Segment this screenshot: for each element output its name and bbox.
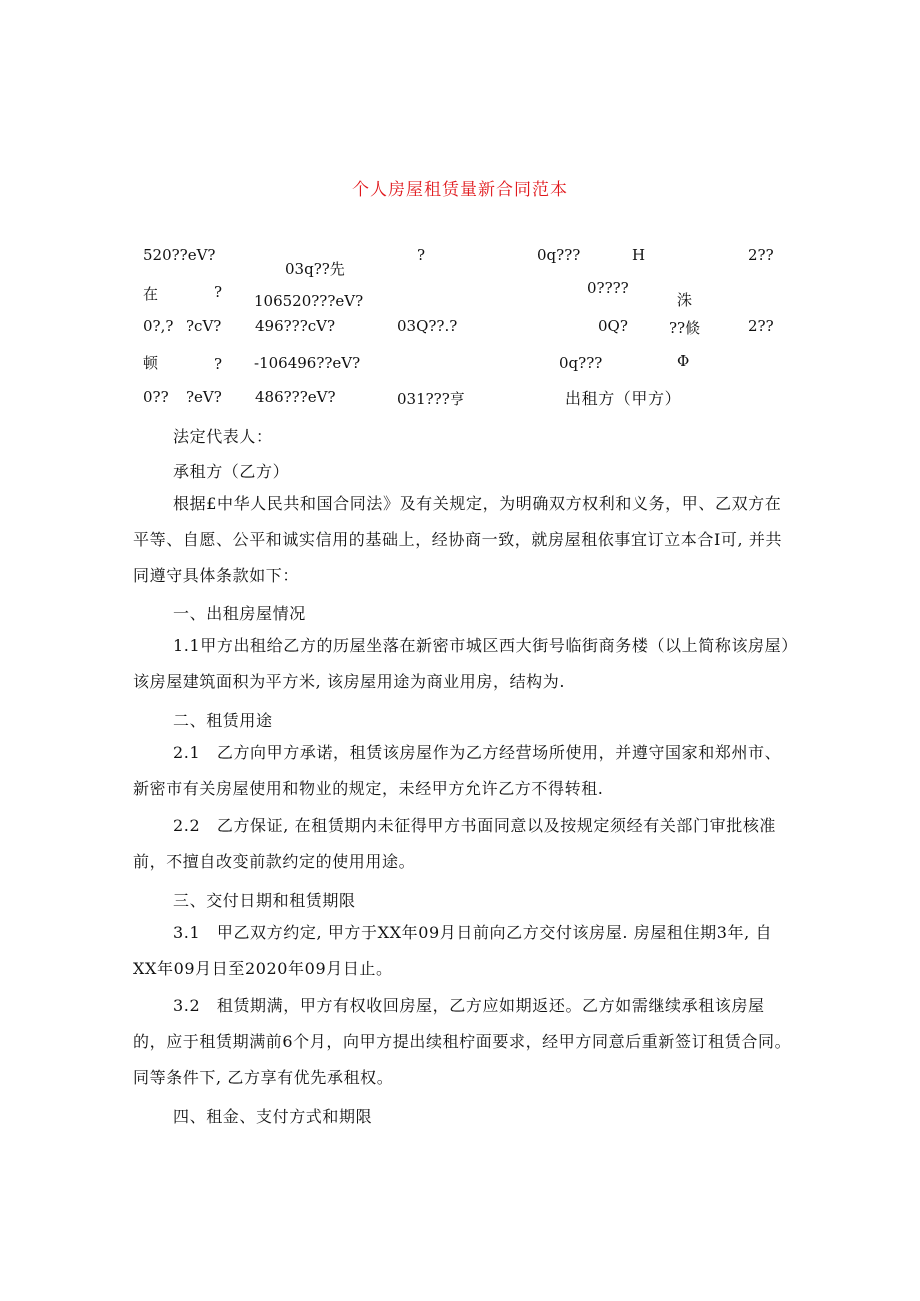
garbled-text: 031???亨 bbox=[397, 390, 465, 408]
clause-2-2: 2.2 乙方保证, 在租赁期内未征得甲方书面同意以及按规定须经有关部门审批核准前，不擅自改变前款约定的使用用途。 bbox=[133, 816, 777, 871]
garbled-text: ? bbox=[417, 246, 426, 264]
clause-3-2: 3.2 租赁期满，甲方有权收回房屋，乙方应如期返还。乙方如需继续承租该房屋的，应于租赁期满前6个月，向甲方提出续租柠面要求，经甲方同意后重新签订租赁合同。同等条件下, 乙方享有优先承租权。 bbox=[133, 996, 792, 1087]
garbled-text: 520??eV? bbox=[143, 246, 216, 264]
garbled-text: 486???eV? bbox=[255, 388, 336, 406]
section-heading: 二、租赁用途 bbox=[173, 711, 273, 730]
document-title: 个人房屋租赁量新合同范本 bbox=[352, 180, 568, 200]
garbled-text: -106496??eV? bbox=[254, 354, 361, 372]
legal-representative-label: 法定代表人： bbox=[173, 427, 273, 446]
garbled-text: 0Q? bbox=[598, 317, 628, 335]
garbled-text: 0???? bbox=[587, 279, 629, 297]
garbled-text: 0q??? bbox=[559, 354, 603, 372]
lessee-label: 承租方（乙方） bbox=[173, 462, 290, 481]
garbled-text: 496???cV? bbox=[255, 317, 336, 335]
lessor-label: 出租方（甲方） bbox=[565, 389, 682, 408]
garbled-text: 0q??? bbox=[537, 246, 581, 264]
garbled-text: 03q??先 bbox=[285, 260, 345, 278]
garbled-text: ? bbox=[214, 283, 223, 301]
clause-1-1: 1.1甲方出租给乙方的历屋坐落在新密市城区西大街号临街商务楼（以上简称该房屋）该房屋建筑面积为平方米, 该房屋用途为商业用房，结构为. bbox=[133, 636, 790, 691]
garbled-text: 106520???eV? bbox=[254, 292, 364, 310]
clause-3-1: 3.1 甲乙双方约定, 甲方于XX年09月日前向乙方交付该房屋. 房屋租住期3年, 自XX年09月日至2020年09月日止。 bbox=[133, 923, 773, 978]
intro-paragraph: 根据£中华人民共和国合同法》及有关规定，为明确双方权利和义务，甲、乙双方在平等、自愿、公平和诚实信用的基础上，经协商一致，就房屋租依事宜订立本合I可, 并共同遵守具体条款如下： bbox=[133, 494, 783, 585]
garbled-text: ? bbox=[214, 355, 223, 373]
section-heading: 四、租金、支付方式和期限 bbox=[173, 1107, 373, 1126]
garbled-text: 03Q??.? bbox=[397, 317, 458, 335]
garbled-text: ?eV? bbox=[186, 388, 222, 406]
garbled-text: H bbox=[632, 246, 646, 264]
garbled-text: 2?? bbox=[748, 317, 774, 335]
garbled-text: 0?? bbox=[143, 388, 169, 406]
garbled-text: 2?? bbox=[748, 246, 774, 264]
garbled-text: 0?,? bbox=[143, 317, 174, 335]
garbled-text: ??倐 bbox=[669, 319, 701, 337]
section-heading: 三、交付日期和租赁期限 bbox=[173, 891, 356, 910]
clause-2-1: 2.1 乙方向甲方承诺，租赁该房屋作为乙方经营场所使用，并遵守国家和郑州市、新密市有关房屋使用和物业的规定，未经甲方允许乙方不得转租. bbox=[133, 743, 782, 798]
garbled-text: 顿 bbox=[143, 354, 159, 372]
garbled-text: Φ bbox=[677, 352, 690, 370]
garbled-text: 在 bbox=[143, 285, 159, 303]
section-heading: 一、出租房屋情况 bbox=[173, 604, 306, 623]
garbled-text: 洙 bbox=[677, 291, 693, 309]
garbled-text: ?cV? bbox=[186, 317, 222, 335]
